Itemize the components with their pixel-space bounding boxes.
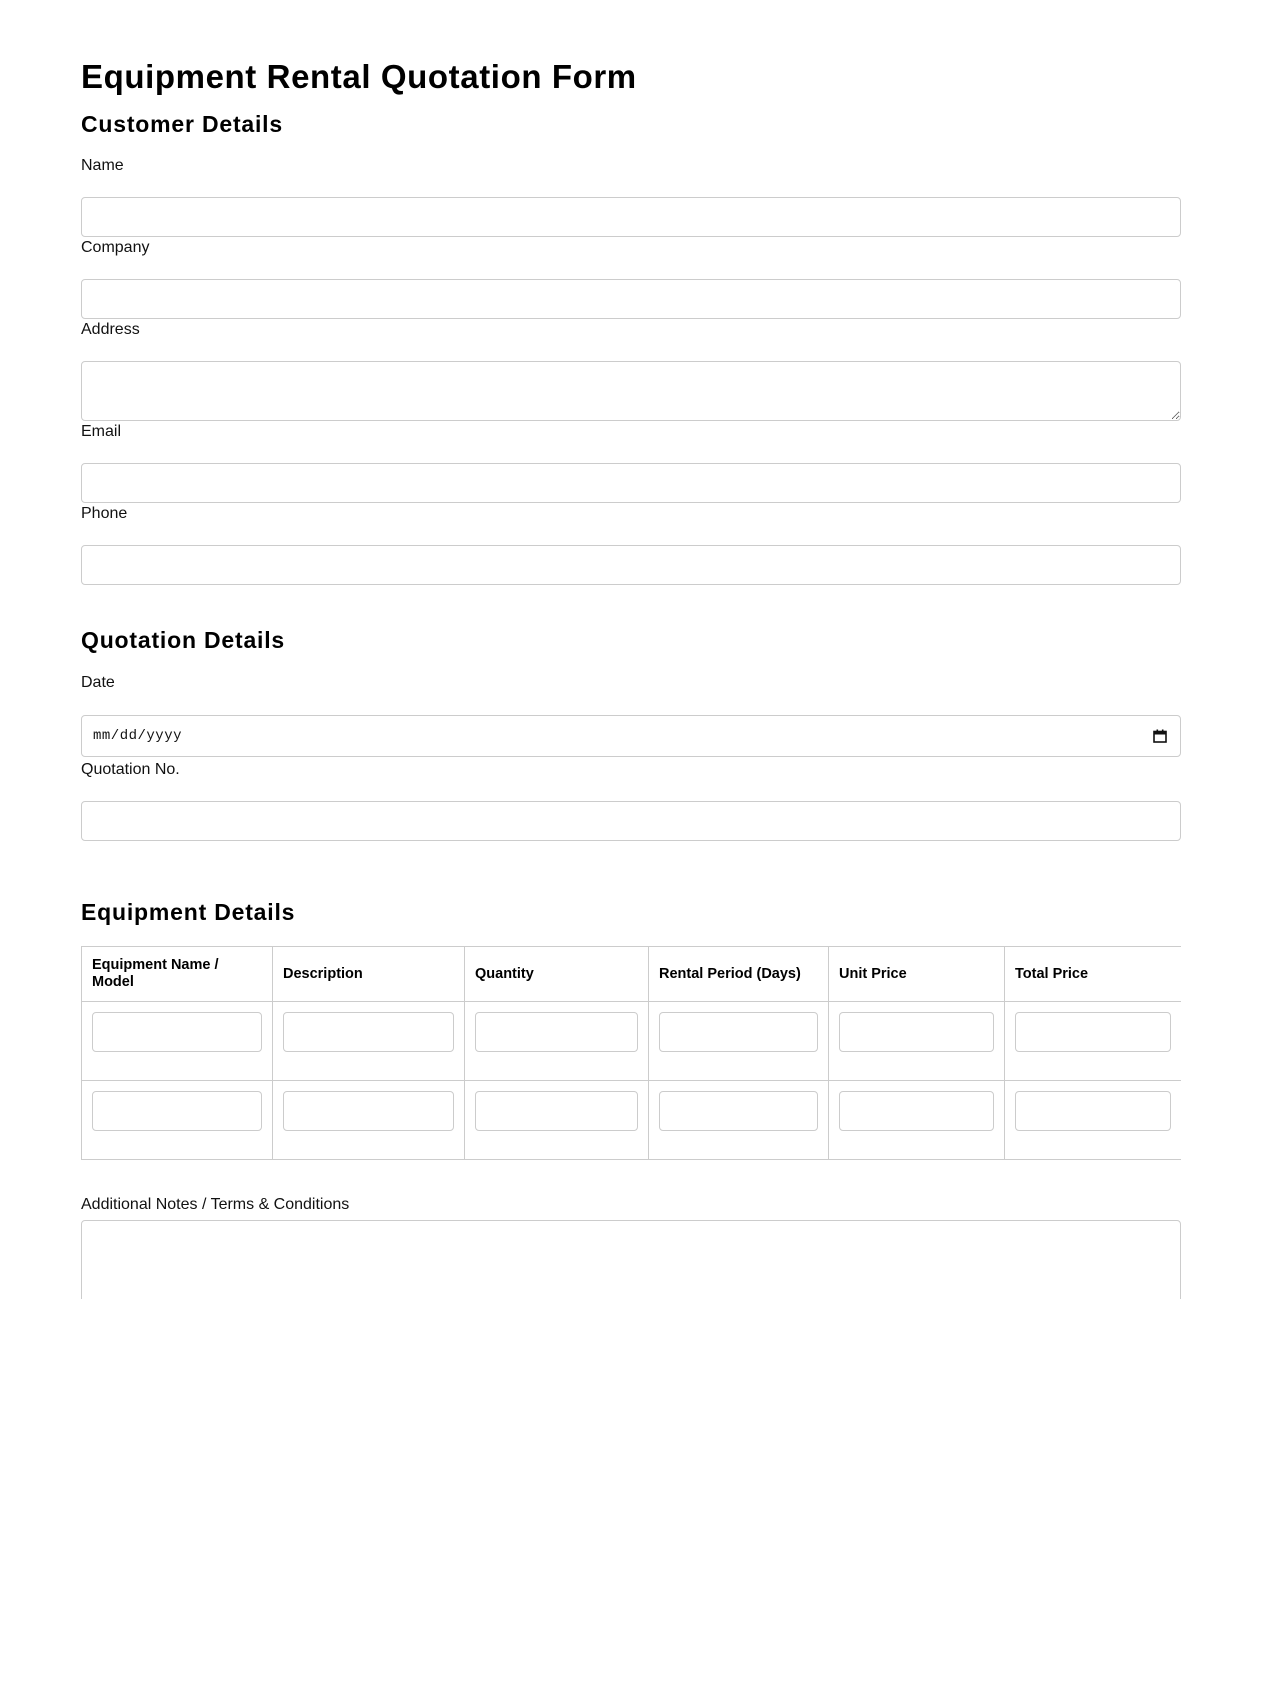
page-title: Equipment Rental Quotation Form xyxy=(81,58,637,95)
unit-price-input[interactable] xyxy=(839,1091,994,1131)
email-label: Email xyxy=(81,423,122,440)
rental-period-input[interactable] xyxy=(659,1091,818,1131)
table-cell xyxy=(649,1002,829,1081)
address-label: Address xyxy=(81,321,140,338)
total-price-input[interactable] xyxy=(1015,1012,1171,1052)
table-cell xyxy=(829,1002,1005,1081)
unit-price-input[interactable] xyxy=(839,1012,994,1052)
quantity-input[interactable] xyxy=(475,1091,638,1131)
company-input[interactable] xyxy=(81,279,1181,319)
date-input[interactable] xyxy=(81,715,1181,757)
table-cell xyxy=(465,1081,649,1160)
equipment-name-input[interactable] xyxy=(92,1091,262,1131)
table-cell xyxy=(273,1081,465,1160)
column-header-rental-period: Rental Period (Days) xyxy=(649,947,829,1002)
email-input[interactable] xyxy=(81,463,1181,503)
table-cell xyxy=(829,1081,1005,1160)
description-input[interactable] xyxy=(283,1091,454,1131)
table-cell xyxy=(465,1002,649,1081)
name-input[interactable] xyxy=(81,197,1181,237)
phone-input[interactable] xyxy=(81,545,1181,585)
quotation-form xyxy=(81,0,1181,1299)
column-header-equipment-name: Equipment Name / Model xyxy=(82,947,273,1002)
quotation-no-label: Quotation No. xyxy=(81,761,180,778)
table-cell xyxy=(82,1002,273,1081)
equipment-name-input[interactable] xyxy=(92,1012,262,1052)
rental-period-input[interactable] xyxy=(659,1012,818,1052)
total-price-input[interactable] xyxy=(1015,1091,1171,1131)
date-placeholder: mm/dd/yyyy xyxy=(93,728,183,744)
section-heading-customer: Customer Details xyxy=(81,111,283,137)
table-cell xyxy=(273,1002,465,1081)
name-label: Name xyxy=(81,157,124,174)
table-cell xyxy=(1005,1081,1182,1160)
table-row xyxy=(82,1002,1182,1081)
notes-label: Additional Notes / Terms & Conditions xyxy=(81,1196,350,1213)
table-header-row xyxy=(82,947,1182,1002)
table-row xyxy=(82,1081,1182,1160)
table-cell xyxy=(82,1081,273,1160)
column-header-total-price: Total Price xyxy=(1005,947,1182,1002)
phone-label: Phone xyxy=(81,505,128,522)
description-input[interactable] xyxy=(283,1012,454,1052)
date-label: Date xyxy=(81,674,115,691)
company-label: Company xyxy=(81,239,150,256)
address-textarea[interactable] xyxy=(81,361,1181,421)
notes-textarea[interactable] xyxy=(81,1220,1181,1299)
column-header-unit-price: Unit Price xyxy=(829,947,1005,1002)
section-heading-quotation: Quotation Details xyxy=(81,627,286,653)
column-header-quantity: Quantity xyxy=(465,947,649,1002)
section-heading-equipment: Equipment Details xyxy=(81,899,296,925)
table-cell xyxy=(1005,1002,1182,1081)
quantity-input[interactable] xyxy=(475,1012,638,1052)
quotation-no-input[interactable] xyxy=(81,801,1181,841)
calendar-icon[interactable] xyxy=(1152,728,1168,744)
table-cell xyxy=(649,1081,829,1160)
equipment-table xyxy=(81,946,1181,1160)
column-header-description: Description xyxy=(273,947,465,1002)
